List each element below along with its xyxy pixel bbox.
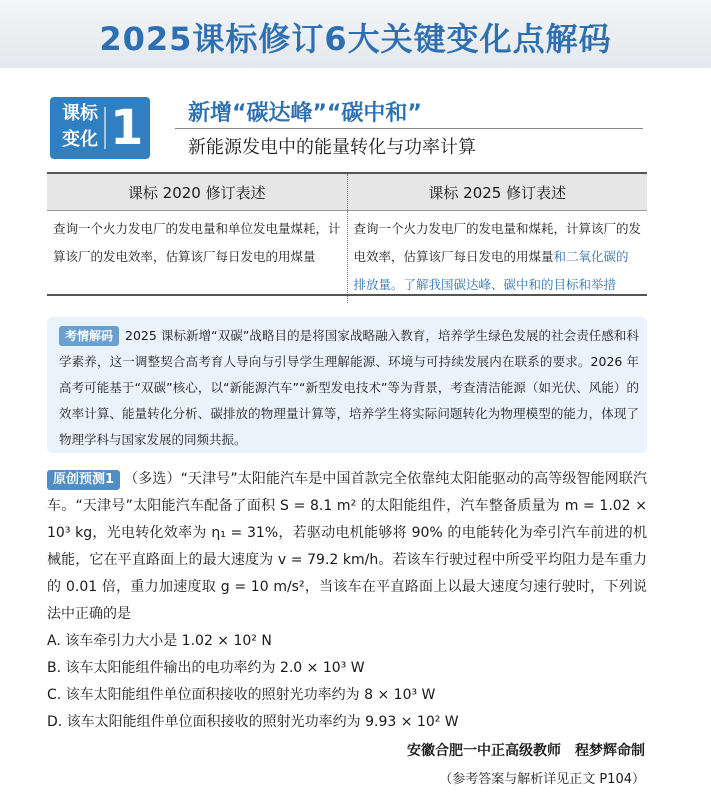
badge-label: 课标变化 [62,103,98,150]
section-divider [175,128,643,129]
option-c: C. 该车太阳能组件单位面积接收的照射光功率约为 8 × 10³ W [47,687,436,703]
author-line: 安徽合肥一中正高级教师 程梦辉命制 [407,743,645,759]
question-stem: （多选）“天津号”太阳能汽车是中国首款完全依靠纯太阳能驱动的高等级智能网联汽车。“天津号”太阳能汽车配备了面积 S = 8.1 m² 的太阳能组件，汽车整备质量为 m = 1.02 × 10³ kg，光电转化效率为 η₁ = 31%，若驱动电机能够将 90% 的电能转化为牵引汽车前进的机械能，它在平直路面上的最大速度为 v = 79.2 km/h。若该车行驶过程中所受平均阻力是车重力的 0.01 倍，重力加速度取 g = 10 m/s²，当该车在平直路面上以最大速度匀速行驶时，下列说法中正确的是 [47,471,647,622]
exam-text: 2025 课标新增“双碳”战略目的是将国家战略融入教育，培养学生绿色发展的社会责任感和科学素养，这一调整契合高考育人导向与引导学生理解能源、环境与可持续发展内在联系的要求。2026 年高考可能基于“双碳”核心，以“新能源汽车”“新型发电技术”等为背景，考查清洁能源（如光伏、风能）的效率计算、能量转化分析、碳排放的物理量计算等，培养学生将实际问题转化为物理模型的能力，体现了物理学科与国家发展的同频共振。 [59,328,639,447]
option-a: A. 该车牵引力大小是 1.02 × 10² N [47,633,272,649]
option-b: B. 该车太阳能组件输出的电功率约为 2.0 × 10³ W [47,660,365,676]
text-2025 [347,211,647,304]
question-tag: 原创预测1 [47,470,120,490]
header-2020: 课标 2020 修订表述 [47,173,347,211]
section-title: 新增“碳达峰”“碳中和” [188,101,422,126]
exam-tag: 考情解码 [59,326,119,346]
table-bottom-rule [47,294,647,296]
text-2020: 查询一个火力发电厂的发电量和单位发电量煤耗，计算该厂的发电效率，估算该厂每日发电的用煤量 [47,211,347,304]
question-block [47,466,647,736]
title-banner [0,0,711,68]
page-title: 2025课标修订6大关键变化点解码 [99,20,612,58]
text-2025-added: 和二氧化碳的排放量。了解我国碳达峰、碳中和的目标和举措 [353,249,629,292]
option-d: D. 该车太阳能组件单位面积接收的照射光功率约为 9.93 × 10² W [47,714,459,730]
section-subtitle: 新能源发电中的能量转化与功率计算 [188,137,476,158]
section-badge [50,97,150,159]
reference-note: （参考答案与解析详见正文 P104） [439,772,645,787]
comparison-table [47,172,647,303]
exam-analysis-box [47,317,647,453]
header-2025: 课标 2025 修订表述 [347,173,647,211]
exam-analysis [59,323,639,453]
text-2025-plain: 查询一个火力发电厂的发电量和煤耗，计算该厂的发电效率，估算该厂每日发电的用煤量 [353,221,642,264]
badge-number: 1 [110,100,144,156]
